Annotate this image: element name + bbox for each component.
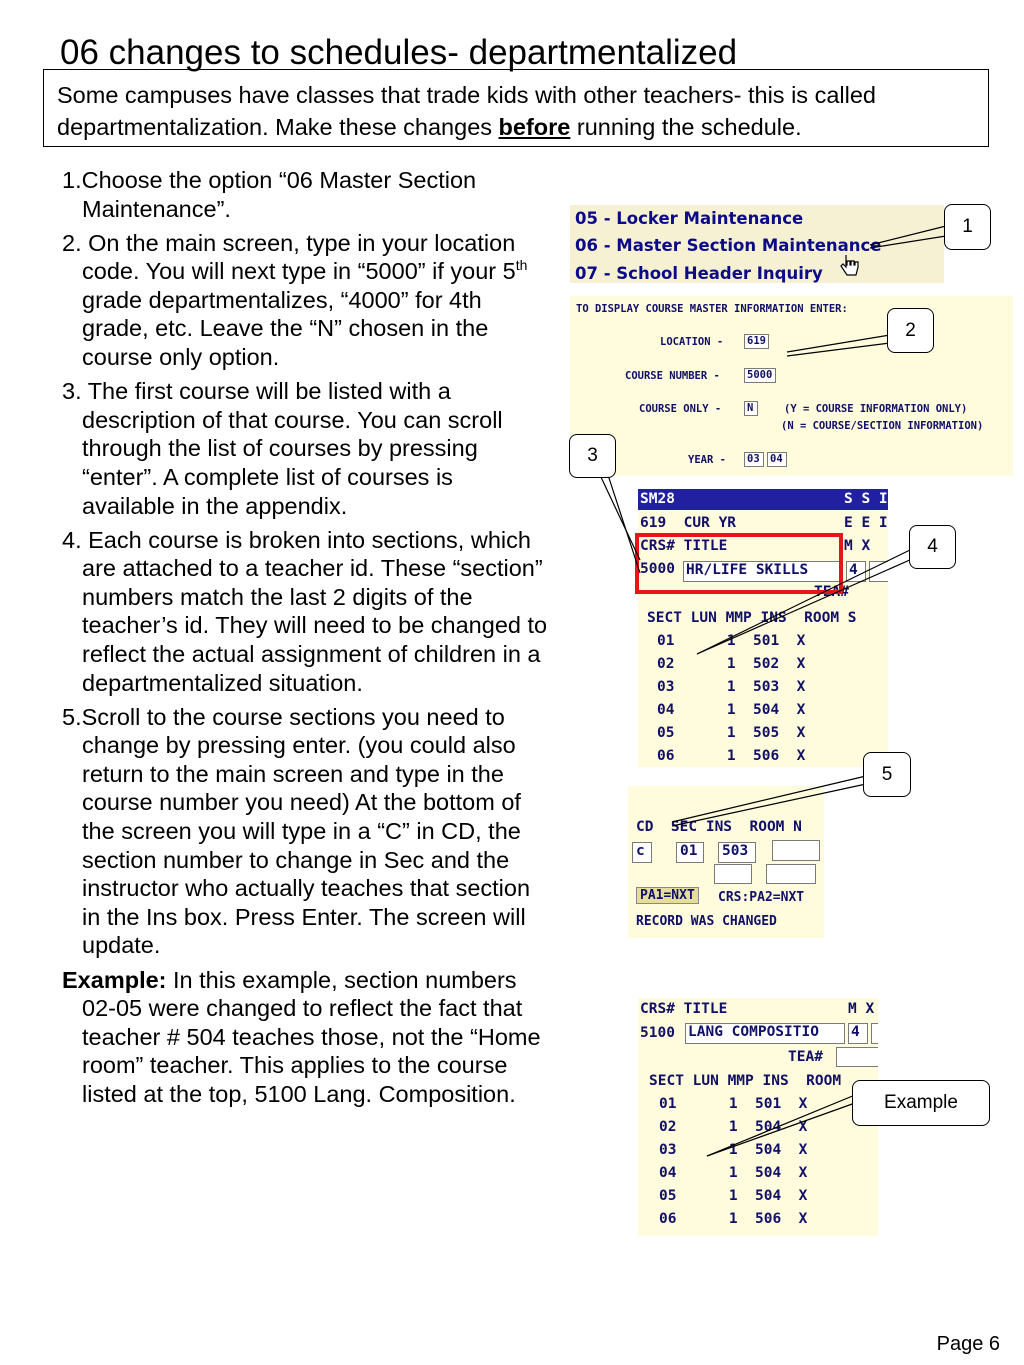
course-only-label: COURSE ONLY -	[639, 403, 722, 415]
crs-title-header: CRS# TITLE	[640, 538, 728, 554]
crs-header-right: M X	[848, 1001, 875, 1017]
example-paragraph	[62, 966, 548, 1109]
course-m-field[interactable]: 4	[846, 561, 866, 582]
row2-right: E E I	[844, 515, 888, 531]
callout-1: 1	[944, 204, 991, 250]
page-number: Page 6	[936, 1333, 1000, 1355]
screen-id: SM28	[640, 491, 675, 507]
tea-field[interactable]	[836, 1047, 878, 1067]
page-title: 06 changes to schedules- departmentalized	[60, 33, 738, 72]
intro-text: Some campuses have classes that trade kids with other teachers- this is called departmentalization. Make these changes	[57, 82, 876, 140]
table-row: 01 1 501 X	[659, 1096, 808, 1112]
intro-bold-word: before	[498, 114, 571, 140]
course-m-field[interactable]: 4	[848, 1023, 868, 1044]
step-4: 4. Each course is broken into sections, which are attached to a teacher id. These “section” numbers match the last 2 digits of the teacher’s id. They will need to be changed to reflect the actual assignment of children in a departmentalized situation.	[62, 526, 548, 696]
screen-corner: S S I	[844, 491, 888, 507]
example-text: In this example, section numbers 02-05 were changed to reflect the fact that teacher # 504 teaches those, not the “Home room” teacher. This applies to the course listed at the top, 5100 Lang. Composition.	[82, 966, 541, 1107]
step-5: 5.Scroll to the course sections you need to change by pressing enter. (you could also return to the main screen and type in the course number you need) At the bottom of the screen you will type in a “C” in CD, the section number to change in Sec and the instructor who actually teaches that section in the Ins box. Press Enter. The screen will update.	[62, 703, 531, 959]
course-only-field[interactable]: N	[744, 401, 758, 416]
section-screenshot	[638, 489, 888, 767]
table-row: 02 1 504 X	[659, 1119, 808, 1135]
callout-4: 4	[909, 525, 956, 569]
course-title-field[interactable]: HR/LIFE SKILLS	[683, 561, 841, 582]
crs-header-right: M X	[844, 538, 871, 554]
section-table-header: SECT LUN MMP INS ROOM S	[647, 610, 857, 626]
ins-field[interactable]: 503	[718, 842, 756, 863]
intro-box	[43, 69, 989, 147]
callout-example: Example	[852, 1080, 990, 1126]
step-2-sup: th	[515, 257, 528, 274]
pf-key-button[interactable]: PA1=NXT	[636, 887, 699, 904]
menu-item-school-header[interactable]: 07 - School Header Inquiry	[575, 264, 823, 283]
table-row: 05 1 504 X	[659, 1188, 808, 1204]
year-from-field[interactable]: 03	[744, 452, 764, 467]
table-row: 04 1 504 X	[659, 1165, 808, 1181]
table-row: 01 1 501 X	[657, 633, 806, 649]
table-row: 06 1 506 X	[657, 748, 806, 764]
crs-title-header: CRS# TITLE	[640, 1001, 728, 1017]
course-number: 5100	[640, 1025, 675, 1041]
table-row: 06 1 506 X	[659, 1211, 808, 1227]
menu-screenshot	[570, 205, 944, 283]
course-x-field[interactable]	[869, 561, 888, 582]
example-screenshot	[638, 998, 878, 1236]
menu-item-locker[interactable]: 05 - Locker Maintenance	[575, 209, 804, 228]
example-label: Example:	[62, 966, 167, 993]
section-table-header: SECT LUN MMP INS ROOM	[649, 1073, 842, 1089]
step-2	[62, 229, 548, 372]
extra-field-2[interactable]	[766, 864, 816, 884]
course-number-field[interactable]: 5000	[744, 368, 776, 383]
table-row: 03 1 504 X	[659, 1142, 808, 1158]
change-screenshot	[628, 786, 824, 938]
location-field[interactable]: 619	[744, 334, 769, 349]
course-only-hint-n: (N = COURSE/SECTION INFORMATION)	[781, 420, 984, 432]
location-label: LOCATION -	[660, 336, 724, 348]
menu-item-master-section[interactable]: 06 - Master Section Maintenance	[575, 236, 882, 255]
cd-field[interactable]: c	[632, 842, 652, 863]
entry-header: TO DISPLAY COURSE MASTER INFORMATION ENTER:	[576, 303, 848, 315]
table-row: 05 1 505 X	[657, 725, 806, 741]
year-label: YEAR -	[688, 454, 726, 466]
table-row: 04 1 504 X	[657, 702, 806, 718]
callout-5: 5	[863, 752, 911, 797]
change-header: CD SEC INS ROOM N	[636, 819, 802, 835]
pf-key-rest: CRS:PA2=NXT	[718, 890, 805, 905]
intro-text-end: running the schedule.	[570, 114, 802, 140]
entry-screenshot	[570, 296, 1013, 476]
table-row: 02 1 502 X	[657, 656, 806, 672]
highlight-box	[635, 533, 843, 594]
callout-3: 3	[569, 434, 616, 478]
location-year-row: 619 CUR YR	[640, 515, 737, 531]
course-number-label: COURSE NUMBER -	[625, 370, 720, 382]
year-to-field[interactable]: 04	[767, 452, 787, 467]
room-field[interactable]	[772, 840, 820, 861]
step-1: 1.Choose the option “06 Master Section Maintenance”.	[62, 167, 477, 222]
table-row: 03 1 503 X	[657, 679, 806, 695]
status-message: RECORD WAS CHANGED	[636, 914, 777, 929]
course-only-hint-y: (Y = COURSE INFORMATION ONLY)	[784, 403, 968, 415]
steps-list	[62, 166, 548, 1114]
hand-cursor-icon	[840, 253, 860, 279]
tea-label: TEA#	[788, 1049, 823, 1065]
step-2-text: 2. On the main screen, type in your location code. You will next type in “5000” if your 5	[62, 229, 516, 285]
course-title-field[interactable]: LANG COMPOSITIO	[685, 1023, 845, 1044]
extra-field-1[interactable]	[714, 864, 752, 884]
course-x-field[interactable]	[871, 1023, 878, 1044]
tea-label: TEA#	[814, 584, 849, 600]
course-number: 5000	[640, 561, 675, 577]
step-2-text-end: grade departmentalizes, “4000” for 4th grade, etc. Leave the “N” chosen in the course only option.	[82, 286, 489, 371]
sec-field[interactable]: 01	[676, 842, 704, 863]
step-3: 3. The first course will be listed with a description of that course. You can scroll through the list of courses by pressing “enter”. A complete list of courses is available in the appendix.	[62, 378, 503, 519]
callout-2: 2	[887, 308, 934, 353]
